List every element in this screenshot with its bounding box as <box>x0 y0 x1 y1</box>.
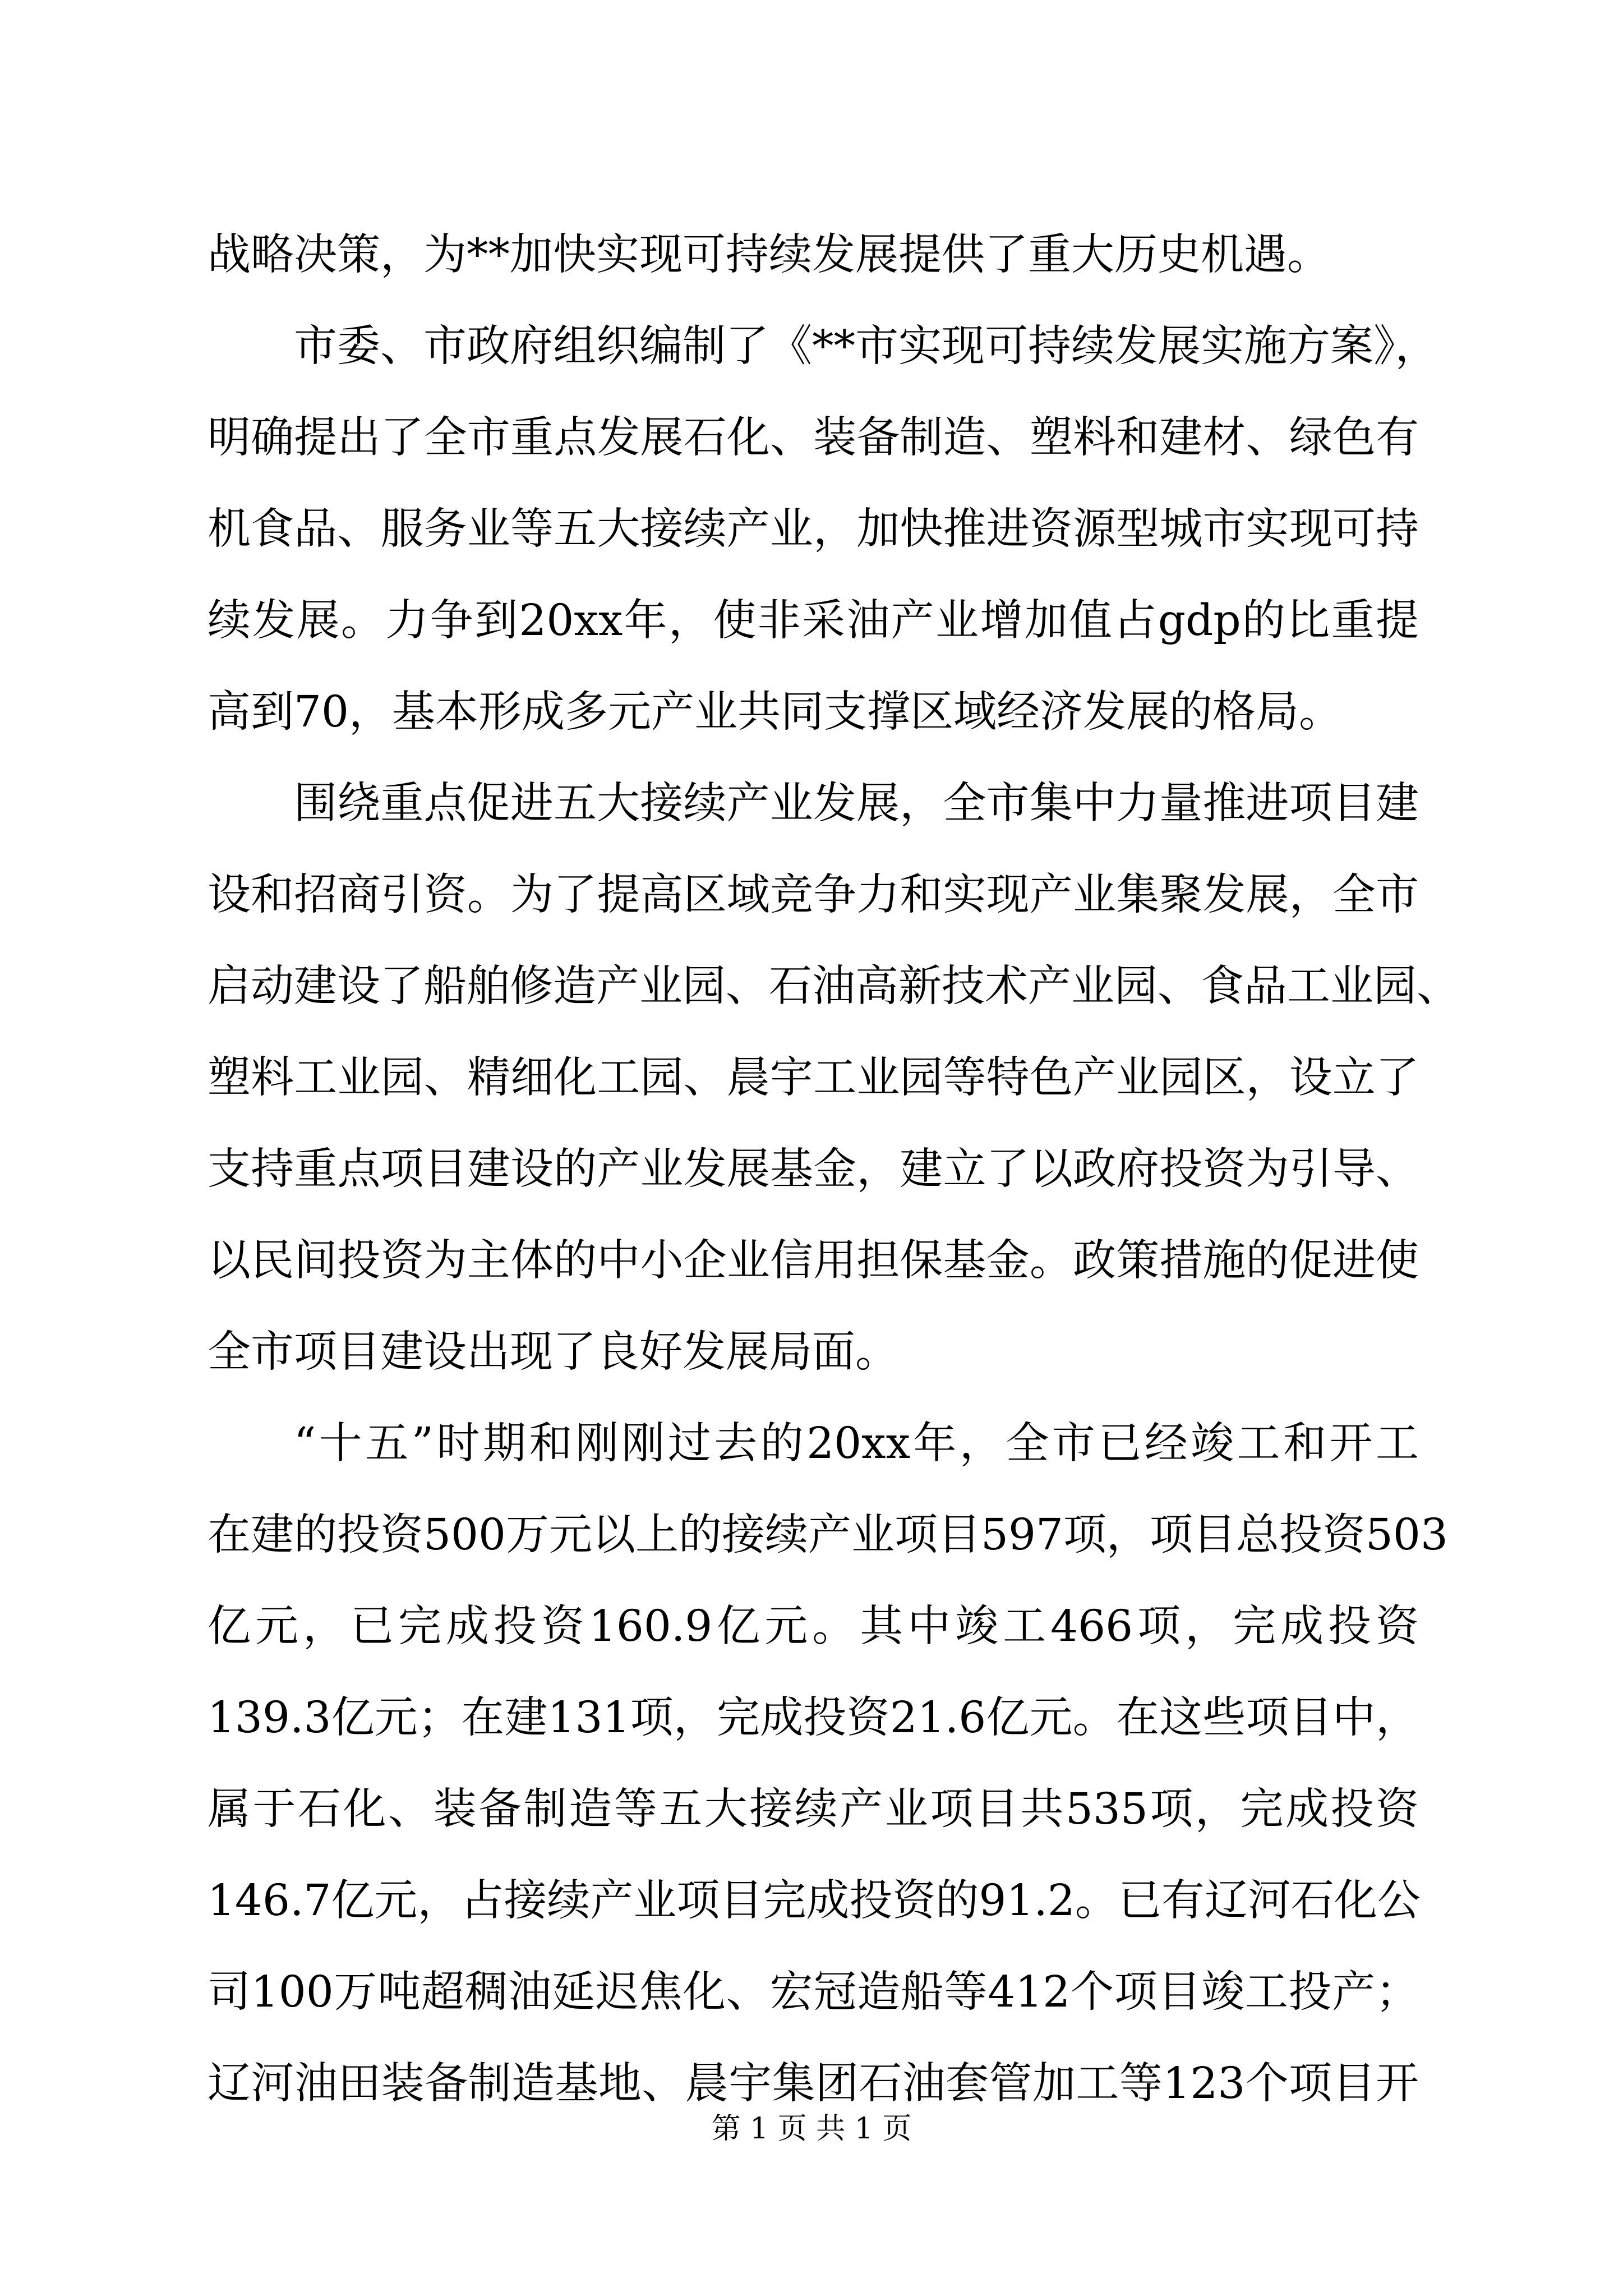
text-line: 启动建设了船舶修造产业园、石油高新技术产业园、食品工业园、 <box>208 961 1460 1011</box>
text-line: 139.3亿元；在建131项，完成投资21.6亿元。在这些项目中， <box>208 1693 1419 1743</box>
text-line: 在建的投资500万元以上的接续产业项目597项，项目总投资503 <box>208 1510 1448 1560</box>
text-line: 以民间投资为主体的中小企业信用担保基金。政策措施的促进使 <box>208 1236 1419 1286</box>
text-line: 辽河油田装备制造基地、晨宇集团石油套管加工等123个项目开 <box>208 2059 1419 2109</box>
text-line: 明确提出了全市重点发展石化、装备制造、塑料和建材、绿色有 <box>208 413 1419 463</box>
text-line: 机食品、服务业等五大接续产业，加快推进资源型城市实现可持 <box>208 504 1419 554</box>
text-line: 续发展。力争到20xx年，使非采油产业增加值占gdp的比重提 <box>208 596 1419 646</box>
text-line: 战略决策，为**加快实现可持续发展提供了重大历史机遇。 <box>208 230 1330 280</box>
text-line: 属于石化、装备制造等五大接续产业项目共535项，完成投资 <box>208 1784 1419 1834</box>
text-line: 设和招商引资。为了提高区域竞争力和实现产业集聚发展，全市 <box>208 870 1419 920</box>
text-line: 亿元，已完成投资160.9亿元。其中竣工466项，完成投资 <box>208 1602 1419 1651</box>
page-number-footer: 第 1 页 共 1 页 <box>711 2112 912 2146</box>
text-line: 司100万吨超稠油延迟焦化、宏冠造船等412个项目竣工投产； <box>208 1967 1419 2017</box>
text-line: 塑料工业园、精细化工园、晨宇工业园等特色产业园区，设立了 <box>208 1053 1419 1103</box>
text-line: 市委、市政府组织编制了《**市实现可持续发展实施方案》， <box>294 321 1438 371</box>
text-line: 支持重点项目建设的产业发展基金，建立了以政府投资为引导、 <box>208 1144 1419 1194</box>
text-line: “十五”时期和刚刚过去的20xx年，全市已经竣工和开工 <box>294 1419 1419 1469</box>
text-line: 高到70，基本形成多元产业共同支撑区域经济发展的格局。 <box>208 687 1342 737</box>
text-line: 围绕重点促进五大接续产业发展，全市集中力量推进项目建 <box>294 779 1419 829</box>
text-line: 146.7亿元，占接续产业项目完成投资的91.2。已有辽河石化公 <box>208 1876 1421 1926</box>
text-line: 全市项目建设出现了良好发展局面。 <box>208 1327 898 1377</box>
body-text <box>208 209 1460 2129</box>
